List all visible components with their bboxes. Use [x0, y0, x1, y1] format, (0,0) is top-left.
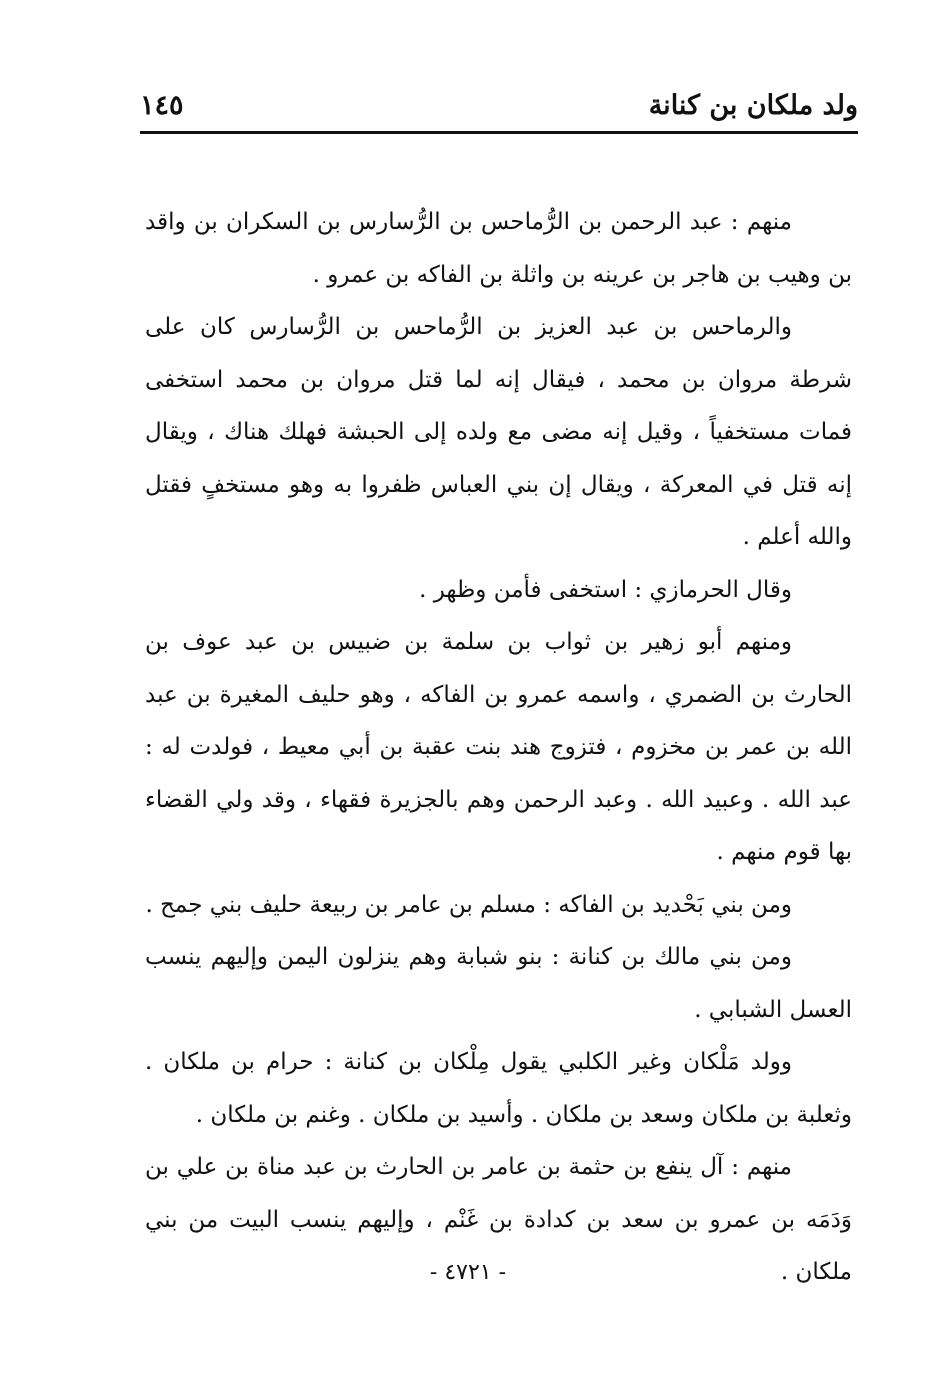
paragraph: ومن بني مالك بن كنانة : بنو شبابة وهم ينزلون اليمن وإليهم ينسب العسل الشبابي .	[145, 944, 852, 1023]
paragraph: وولد مَلْكان وغير الكلبي يقول مِلْكان بن كنانة : حرام بن ملكان . وثعلبة بن ملكان وسعد بن ملكان . وأسيد بن ملكان . وغنم بن ملكان .	[145, 1049, 852, 1128]
running-title: ولد ملكان بن كنانة	[648, 90, 858, 121]
paragraph: والرماحس بن عبد العزيز بن الرُّماحس بن الرُّسارس كان على شرطة مروان بن محمد ، فيقال إنه لما قتل مروان بن محمد استخفى فمات مستخفياً ، وقيل إنه مضى مع ولده إلى الحبشة فهلك هناك ، ويقال إنه قتل في المعركة ، ويقال إن بني العباس ظفروا به وهو مستخفٍ فقتل والله أعلم .	[145, 314, 852, 550]
footer-folio: - ٤٧٢١ -	[429, 1260, 507, 1285]
paragraph: منهم : عبد الرحمن بن الرُّماحس بن الرُّسارس بن السكران بن واقد بن وهيب بن هاجر بن عرينه بن واثلة بن الفاكه بن عمرو .	[145, 209, 852, 288]
page-number: ١٤٥	[140, 90, 184, 121]
page-header	[140, 84, 858, 128]
paragraph: وقال الحرمازي : استخفى فأمن وظهر .	[419, 576, 792, 603]
paragraph: ومن بني بَحْديد بن الفاكه : مسلم بن عامر بن ربيعة حليف بني جمح .	[145, 891, 792, 918]
paragraph: ومنهم أبو زهير بن ثواب بن سلمة بن ضبيس بن عبد عوف بن الحارث بن الضمري ، واسمه عمرو بن الفاكه ، وهو حليف المغيرة بن عبد الله بن عمر بن مخزوم ، فتزوج هند بنت عقبة بن أبي معيط ، فولدت له : عبد الله . وعبيد الله . وعبد الرحمن وهم بالجزيرة فقهاء ، وقد ولي القضاء بها قوم منهم .	[145, 629, 852, 865]
body-text	[145, 196, 852, 1299]
header-rule	[140, 131, 858, 134]
paragraph: منهم : آل ينفع بن حثمة بن عامر بن الحارث بن عبد مناة بن علي بن وَدَمَه بن عمرو بن سعد بن كدادة بن غَنْم ، وإليهم ينسب البيت من بني ملكان .	[145, 1154, 852, 1285]
